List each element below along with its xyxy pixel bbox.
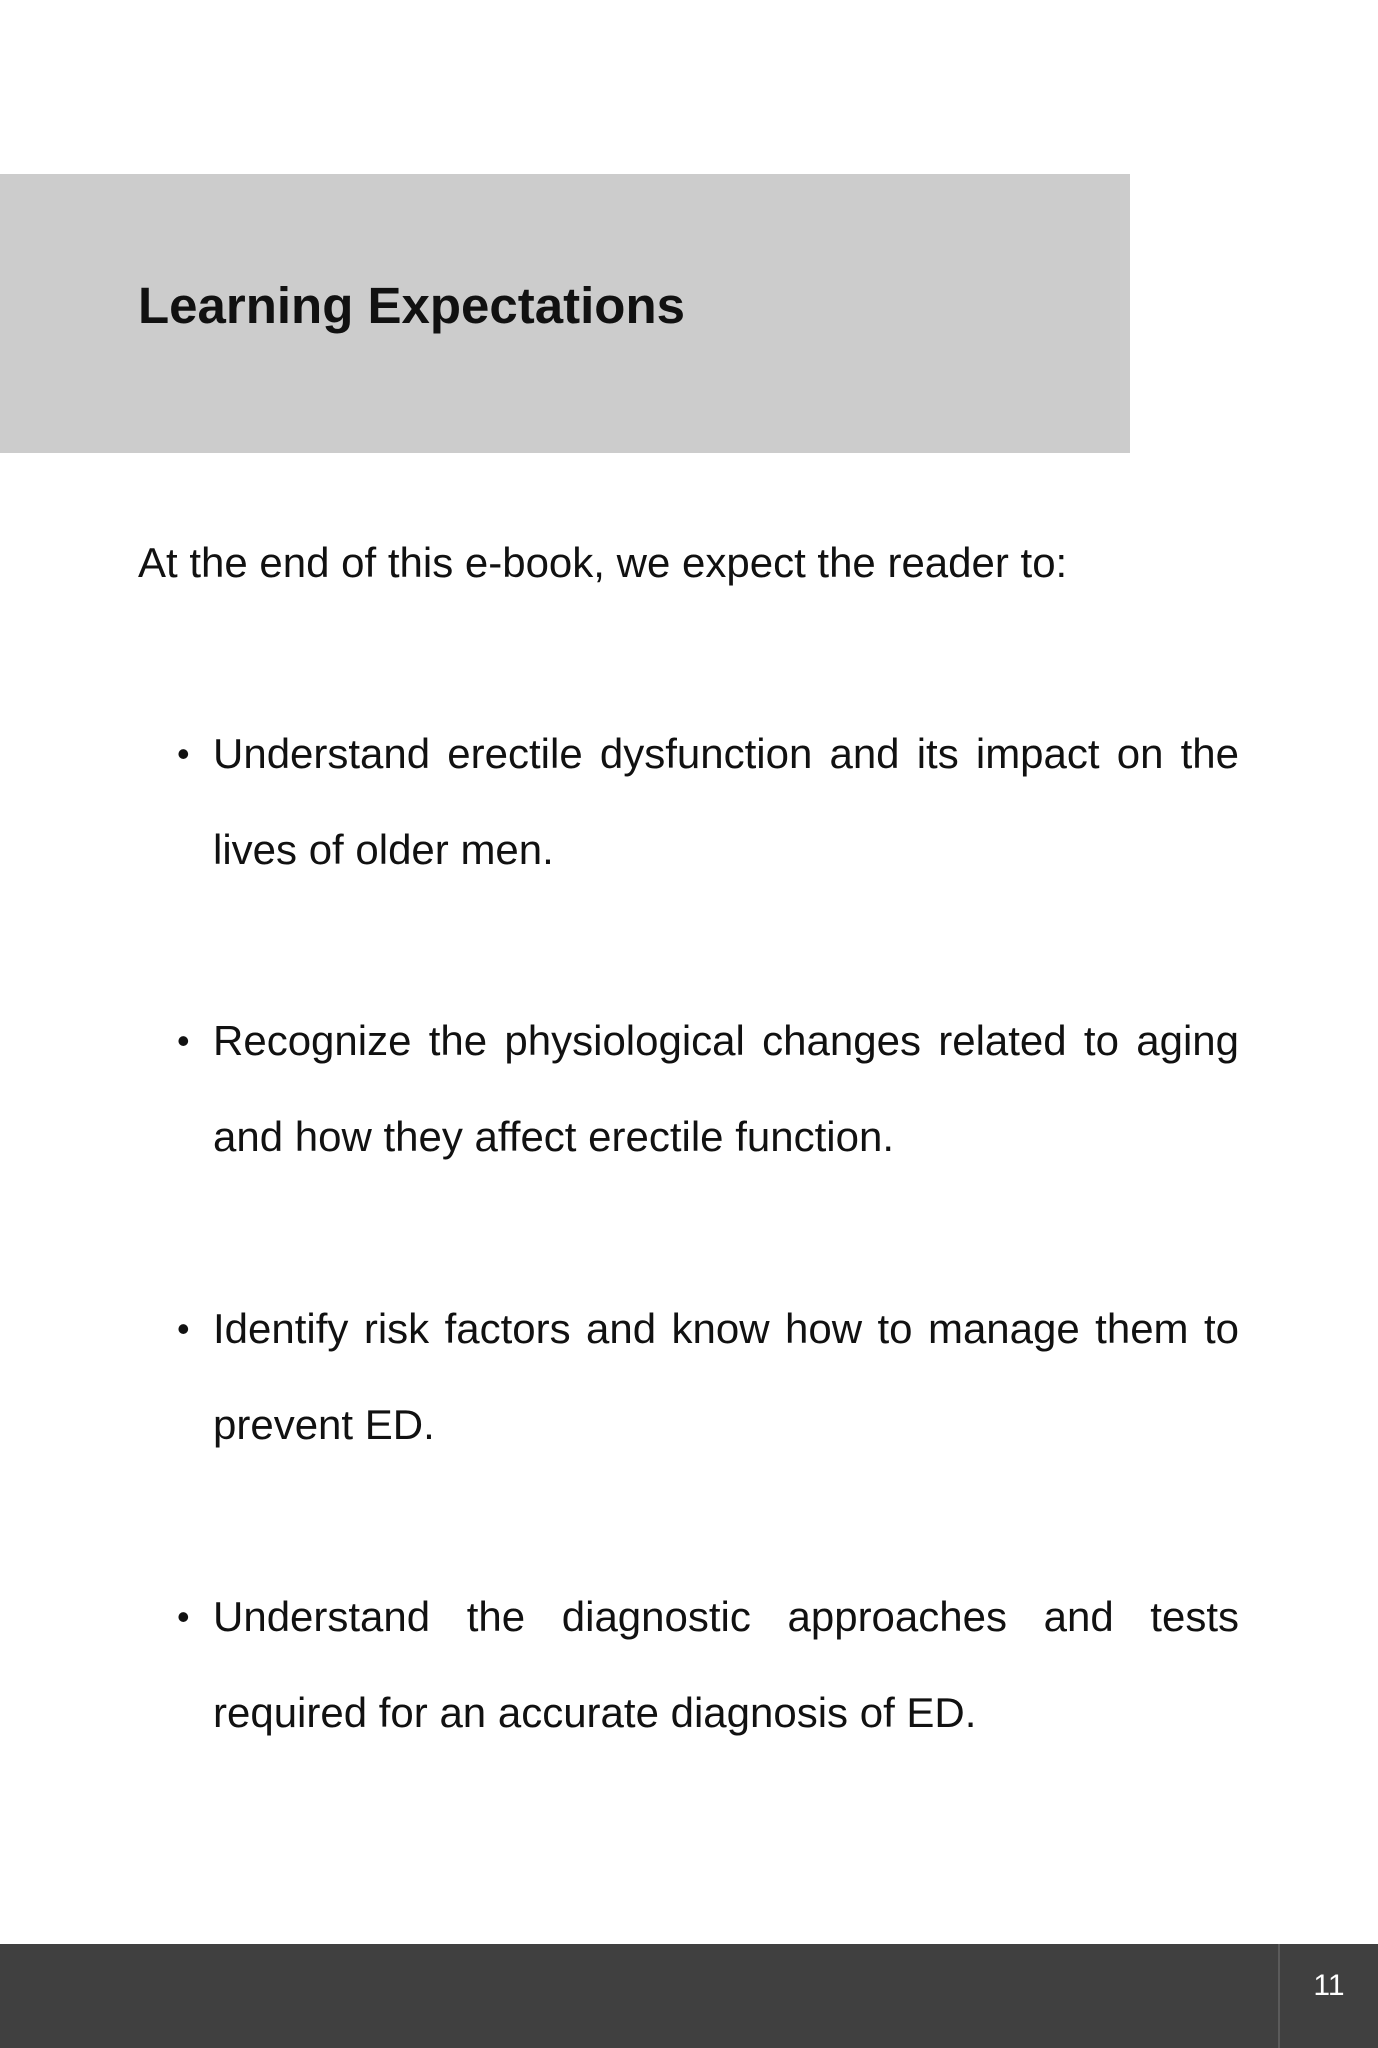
list-item [177, 1281, 1239, 1473]
bullet-icon: • [177, 733, 190, 774]
list-item-text: Understand the diagnostic approaches and tests required for an accurate diagnosis of ED. [213, 1593, 1239, 1736]
list-item [177, 706, 1239, 898]
list-item [177, 1569, 1239, 1761]
bullet-icon: • [177, 1596, 190, 1637]
bullet-icon: • [177, 1020, 190, 1061]
footer-bar [0, 1944, 1378, 2048]
list-item-text: Understand erectile dysfunction and its impact on the lives of older men. [213, 730, 1239, 873]
list-item-text: Identify risk factors and know how to manage them to prevent ED. [213, 1305, 1239, 1448]
page-title: Learning Expectations [138, 277, 685, 334]
page-number: 11 [1313, 1969, 1345, 2002]
list-item [177, 993, 1239, 1185]
list-item-text: Recognize the physiological changes related to aging and how they affect erectile function. [213, 1017, 1239, 1160]
bullet-icon: • [177, 1308, 190, 1349]
intro-text: At the end of this e-book, we expect the reader to: [138, 539, 1068, 586]
